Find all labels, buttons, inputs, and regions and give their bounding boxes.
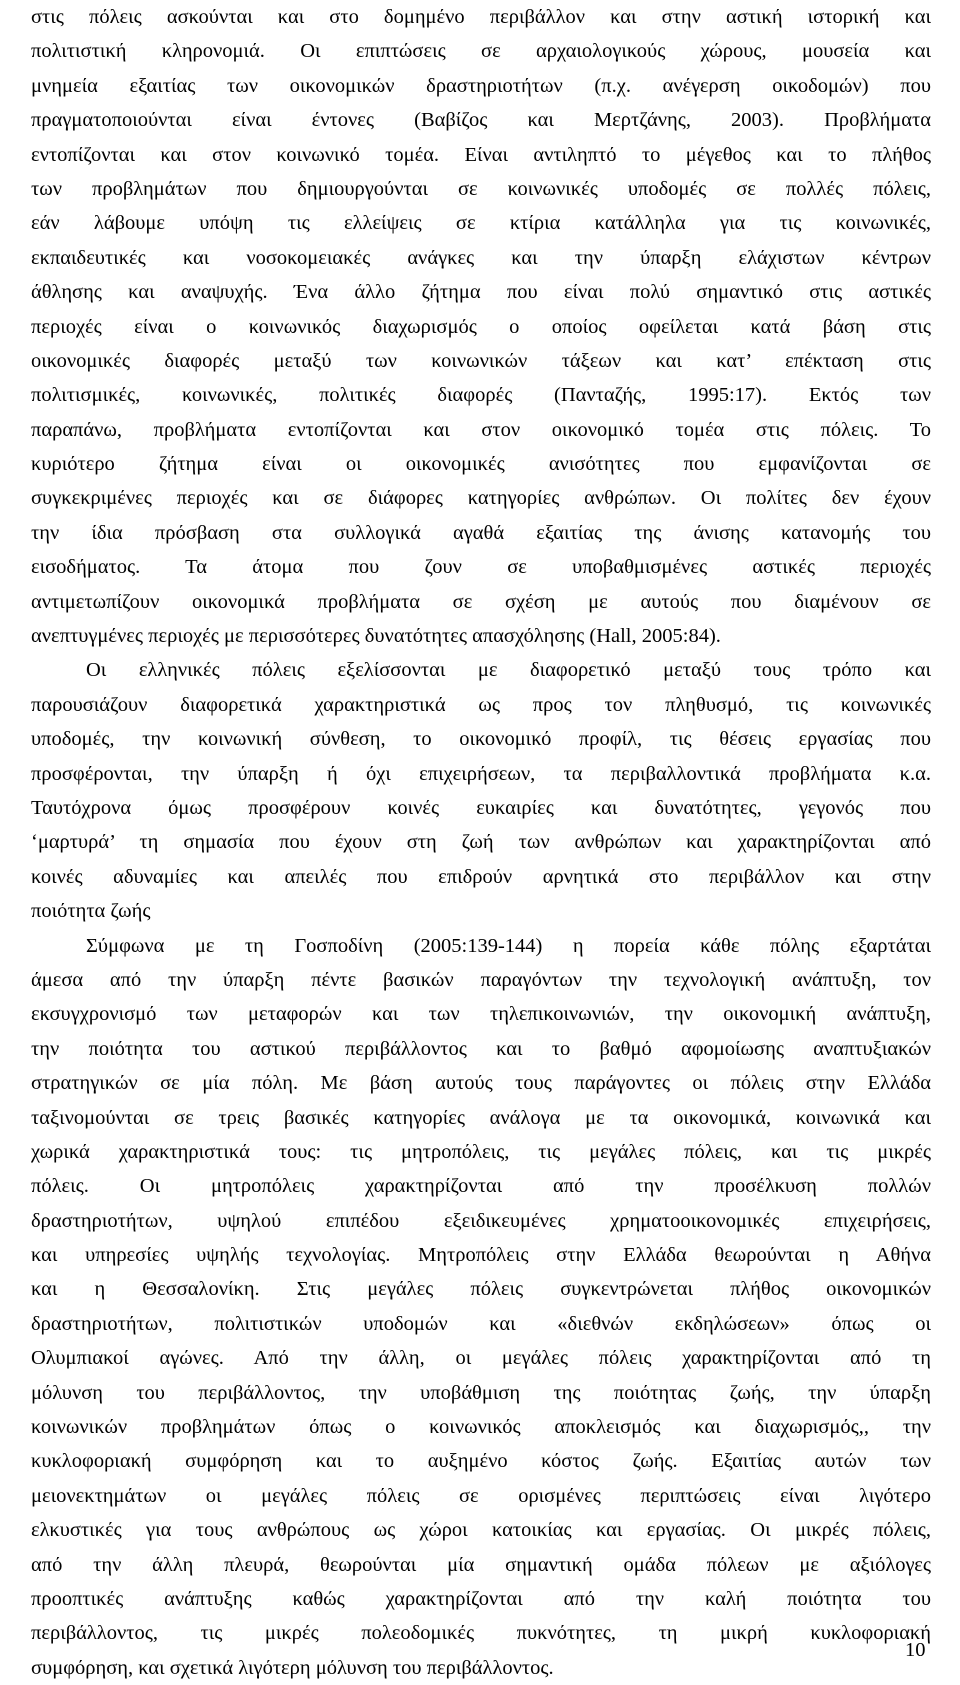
document-page xyxy=(31,0,931,1685)
text-line: ανεπτυγμένες περιοχές με περισσότερες δυνατότητες απασχόλησης (Hall, 2005:84). xyxy=(31,625,721,648)
text-line: Οι ελληνικές πόλεις εξελίσσονται με διαφορετικό μεταξύ τους τρόπο και xyxy=(86,659,931,682)
text-line: Ολυμπιακοί αγώνες. Από την άλλη, οι μεγάλες πόλεις χαρακτηρίζονται από τη xyxy=(31,1347,931,1370)
text-line: άθλησης και αναψυχής. Ένα άλλο ζήτημα που είναι πολύ σημαντικό στις αστικές xyxy=(31,281,931,304)
text-line: την ίδια πρόσβαση στα συλλογικά αγαθά εξαιτίας της άνισης κατανομής του xyxy=(31,521,931,544)
text-line: παραπάνω, προβλήματα εντοπίζονται και στον οικονομικό τομέα στις πόλεις. Το xyxy=(31,418,931,441)
text-line: στις πόλεις ασκούνται και στο δομημένο περιβάλλον και στην αστική ιστορική και xyxy=(31,6,931,28)
text-line: μνημεία εξαιτίας των οικονομικών δραστηριοτήτων (π.χ. ανέγερση οικοδομών) που xyxy=(31,74,931,97)
text-line: δραστηριοτήτων, πολιτιστικών υποδομών και «διεθνών εκδηλώσεων» όπως οι xyxy=(31,1312,931,1335)
text-line: πολιτιστική κληρονομιά. Οι επιπτώσεις σε αρχαιολογικούς χώρους, μουσεία και xyxy=(31,40,931,63)
text-line: περιβάλλοντος, τις μικρές πολεοδομικές πυκνότητες, τη μικρή κυκλοφοριακή xyxy=(31,1622,931,1645)
text-line: παρουσιάζουν διαφορετικά χαρακτηριστικά ως προς τον πληθυσμό, τις κοινωνικές xyxy=(31,693,931,716)
text-line: εάν λάβουμε υπόψη τις ελλείψεις σε κτίρια κατάλληλα για τις κοινωνικές, xyxy=(31,212,931,235)
text-line: συμφόρηση, και σχετικά λιγότερη μόλυνση του περιβάλλοντος. xyxy=(31,1656,554,1679)
text-line: στρατηγικών σε μία πόλη. Με βάση αυτούς τους παράγοντες οι πόλεις στην Ελλάδα xyxy=(31,1072,931,1095)
text-line: και η Θεσσαλονίκη. Στις μεγάλες πόλεις συγκεντρώνεται πλήθος οικονομικών xyxy=(31,1278,931,1301)
text-line: των προβλημάτων που δημιουργούνται σε κοινωνικές υποδομές σε πολλές πόλεις, xyxy=(31,177,931,200)
text-line: μειονεκτημάτων οι μεγάλες πόλεις σε ορισμένες περιπτώσεις είναι λιγότερο xyxy=(31,1484,931,1507)
text-line: εκπαιδευτικές και νοσοκομειακές ανάγκες και την ύπαρξη ελάχιστων κέντρων xyxy=(31,246,931,269)
text-line: κυκλοφοριακή συμφόρηση και το αυξημένο κόστος ζωής. Εξαιτίας αυτών των xyxy=(31,1450,931,1473)
text-line: ελκυστικές για τους ανθρώπους ως χώροι κατοικίας και εργασίας. Οι μικρές πόλεις, xyxy=(31,1519,931,1542)
text-line: οικονομικές διαφορές μεταξύ των κοινωνικών τάξεων και κατ’ επέκταση στις xyxy=(31,349,931,372)
text-line: μόλυνση του περιβάλλοντος, την υποβάθμιση της ποιότητας ζωής, την ύπαρξη xyxy=(31,1381,931,1404)
page-number: 10 xyxy=(905,1639,926,1661)
text-line: εισοδήματος. Τα άτομα που ζουν σε υποβαθμισμένες αστικές περιοχές xyxy=(31,556,931,579)
text-line: την ποιότητα του αστικού περιβάλλοντος και το βαθμό αφομοίωσης αναπτυξιακών xyxy=(31,1037,931,1060)
text-line: εκσυγχρονισμό των μεταφορών και των τηλεπικοινωνιών, την οικονομική ανάπτυξη, xyxy=(31,1003,931,1026)
text-line: και υπηρεσίες υψηλής τεχνολογίας. Μητροπόλεις στην Ελλάδα θεωρούνται η Αθήνα xyxy=(31,1244,931,1267)
text-line: πόλεις. Οι μητροπόλεις χαρακτηρίζονται από την προσέλκυση πολλών xyxy=(31,1175,931,1198)
text-line: αντιμετωπίζουν οικονομικά προβλήματα σε σχέση με αυτούς που διαμένουν σε xyxy=(31,590,931,613)
text-line: εντοπίζονται και στον κοινωνικό τομέα. Είναι αντιληπτό το μέγεθος και το πλήθος xyxy=(31,143,931,166)
paragraph-1 xyxy=(31,0,931,653)
text-line: Σύμφωνα με τη Γοσποδίνη (2005:139-144) η πορεία κάθε πόλης εξαρτάται xyxy=(86,934,931,957)
text-line: προσφέρονται, την ύπαρξη ή όχι επιχειρήσεων, τα περιβαλλοντικά προβλήματα κ.α. xyxy=(31,762,931,785)
text-line: Ταυτόχρονα όμως προσφέρουν κοινές ευκαιρίες και δυνατότητες, γεγονός που xyxy=(31,796,931,819)
text-line: κοινές αδυναμίες και απειλές που επιδρούν αρνητικά στο περιβάλλον και στην xyxy=(31,865,931,888)
text-line: ποιότητα ζωής xyxy=(31,900,151,923)
text-line: πραγματοποιούνται είναι έντονες (Βαβίζος και Μερτζάνης, 2003). Προβλήματα xyxy=(31,109,931,132)
text-line: περιοχές είναι ο κοινωνικός διαχωρισμός ο οποίος οφείλεται κατά βάση στις xyxy=(31,315,931,338)
text-line: ‘μαρτυρά’ τη σημασία που έχουν στη ζωή των ανθρώπων και χαρακτηρίζονται από xyxy=(31,831,931,854)
text-line: από την άλλη πλευρά, θεωρούνται μία σημαντική ομάδα πόλεων με αξιόλογες xyxy=(31,1553,931,1576)
paragraph-3 xyxy=(31,929,931,1685)
text-line: κοινωνικών προβλημάτων όπως ο κοινωνικός αποκλεισμός και διαχωρισμός,, την xyxy=(31,1416,931,1439)
text-line: ταξινομούνται σε τρεις βασικές κατηγορίες ανάλογα με τα οικονομικά, κοινωνικά και xyxy=(31,1106,931,1129)
text-line: προοπτικές ανάπτυξης καθώς χαρακτηρίζονται από την καλή ποιότητα του xyxy=(31,1587,931,1610)
text-line: υποδομές, την κοινωνική σύνθεση, το οικονομικό προφίλ, τις θέσεις εργασίας που xyxy=(31,728,931,751)
text-line: δραστηριοτήτων, υψηλού επιπέδου εξειδικευμένες χρηματοοικονομικές επιχειρήσεις, xyxy=(31,1209,931,1232)
text-line: χωρικά χαρακτηριστικά τους: τις μητροπόλεις, τις μεγάλες πόλεις, και τις μικρές xyxy=(31,1140,931,1163)
text-line: κυριότερο ζήτημα είναι οι οικονομικές ανισότητες που εμφανίζονται σε xyxy=(31,453,931,476)
text-line: πολιτισμικές, κοινωνικές, πολιτικές διαφορές (Πανταζής, 1995:17). Εκτός των xyxy=(31,384,931,407)
text-line: συγκεκριμένες περιοχές και σε διάφορες κατηγορίες ανθρώπων. Οι πολίτες δεν έχουν xyxy=(31,487,931,510)
text-line: άμεσα από την ύπαρξη πέντε βασικών παραγόντων την τεχνολογική ανάπτυξη, τον xyxy=(31,968,931,991)
paragraph-2 xyxy=(31,653,931,928)
